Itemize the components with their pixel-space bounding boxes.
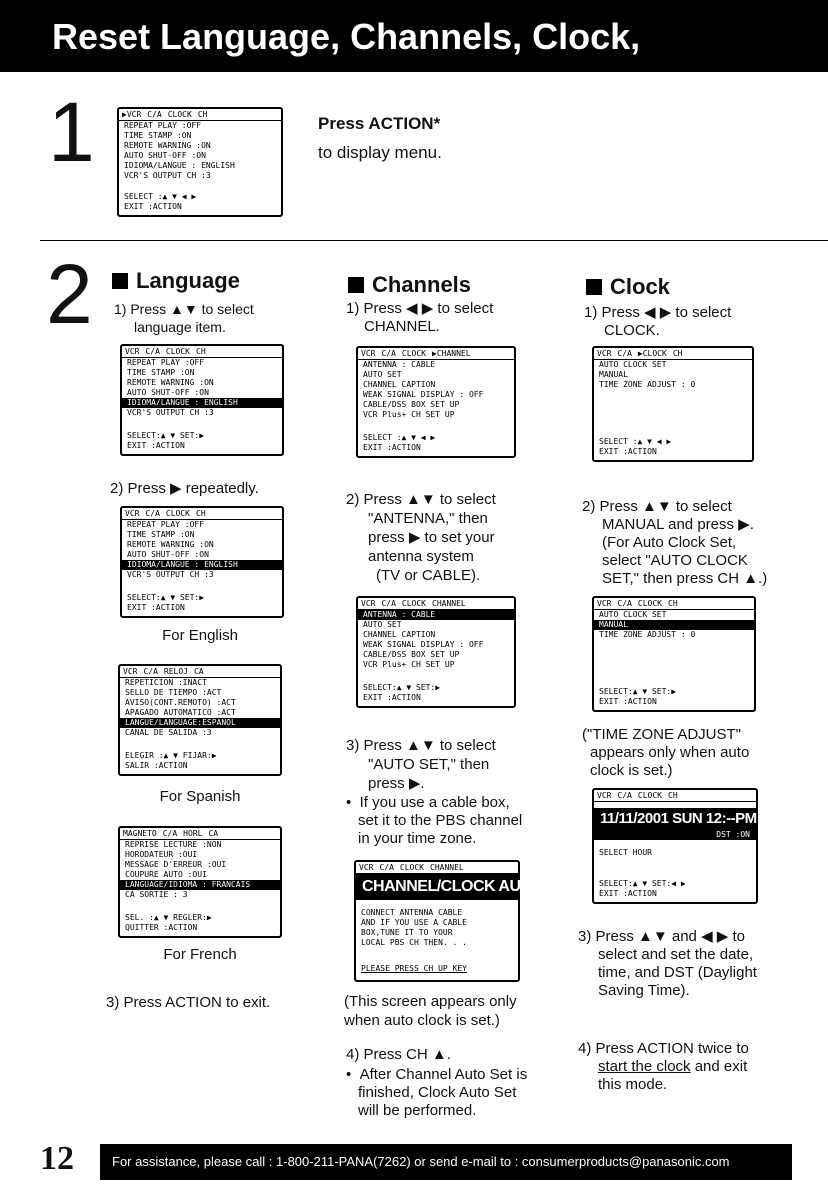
menu-row: TIME ZONE ADJUST : 0 [599, 630, 696, 639]
language-screen-french [118, 826, 282, 938]
menu-row: CANAL DE SALIDA :3 [125, 728, 212, 737]
screen-exit-hint: EXIT :ACTION [363, 693, 421, 702]
square-bullet-icon [112, 273, 128, 289]
menu-row: VCR Plus+ CH SET UP [363, 660, 455, 669]
screen-select-hint: SELECT:▲ ▼ SET:◀ ▶ [599, 879, 686, 888]
assistance-text: For assistance, please call : 1-800-211-PANA(7262) or send e-mail to : consumerproducts@panasonic.com [112, 1154, 730, 1169]
screen-tab: C/A [162, 829, 178, 838]
clock-step4-line: this mode. [598, 1076, 668, 1093]
clock-step2-line: SET," then press CH ▲.) [602, 570, 768, 587]
channels-screen-1 [356, 346, 516, 458]
note-line: ("TIME ZONE ADJUST" [582, 726, 741, 743]
screen-tab: CHANNEL [432, 599, 466, 608]
channels-step2-line: (TV or CABLE). [376, 567, 481, 584]
screen-tab: RELOJ [163, 667, 188, 676]
menu-row: TIME STAMP :ON [127, 530, 195, 539]
clock-screen-1 [592, 346, 754, 462]
screen-tab: VCR [597, 791, 612, 800]
screen-tab: ▶CLOCK [637, 349, 667, 358]
menu-row: TIME ZONE ADJUST : 0 [599, 380, 696, 389]
screen-tab: CA [194, 667, 204, 676]
menu-row: CHANNEL CAPTION [363, 630, 436, 639]
channels-step2-line: antenna system [368, 548, 474, 565]
channels-bullet-2 [346, 1066, 527, 1120]
menu-row: AND IF YOU USE A CABLE [361, 918, 467, 927]
screen-select-hint: ELEGIR :▲ ▼ FIJAR:▶ [125, 751, 217, 760]
channels-note [344, 992, 517, 1030]
menu-row: CHANNEL CAPTION [363, 380, 436, 389]
menu-row: REPETICION :INACT [125, 678, 207, 687]
menu-row: REMOTE WARNING :ON [127, 540, 214, 549]
channels-screen-antenna [356, 596, 516, 708]
channels-step2-block [346, 490, 496, 585]
menu-row: ANTENNA : CABLE [363, 360, 436, 369]
menu-row: REPEAT PLAY :OFF [127, 520, 205, 529]
screen-select-hint: SELECT:▲ ▼ SET:▶ [127, 593, 205, 602]
menu-row: WEAK SIGNAL DISPLAY : OFF [363, 640, 484, 649]
screen-tab: C/A [617, 791, 632, 800]
clock-step2-block [582, 498, 767, 588]
screen-tab: CH [196, 509, 206, 518]
channels-step3-line: press ▶. [368, 775, 425, 792]
language-step1: 1) Press ▲▼ to select [114, 301, 254, 317]
screen-tab: VCR [597, 599, 612, 608]
screen-exit-hint: SALIR :ACTION [125, 761, 188, 770]
screen-tab: C/A [381, 599, 396, 608]
menu-row: VCR'S OUTPUT CH :3 [127, 570, 214, 579]
channels-bullet-1 [346, 794, 522, 848]
menu-row: WEAK SIGNAL DISPLAY : OFF [363, 390, 484, 399]
menu-row: MANUAL [599, 370, 628, 379]
highlighted-menu-row: IDIOMA/LANGUE : ENGLISH [122, 398, 282, 408]
press-ch-up-hint: PLEASE PRESS CH UP KEY [361, 964, 467, 973]
screen-tab: C/A [147, 110, 162, 119]
screen-tab: C/A [379, 863, 394, 872]
menu-row: AUTO SHUT-OFF :ON [127, 550, 209, 559]
screen-select-hint: SELECT :▲ ▼ ◀ ▶ [599, 437, 672, 446]
screen-tab: C/A [143, 667, 158, 676]
page-header [0, 0, 828, 72]
bullet-text: finished, Clock Auto Set [358, 1084, 517, 1101]
channels-screen-autoset [354, 860, 575, 982]
clock-step4-line: 4) Press ACTION twice to [578, 1040, 749, 1057]
screen-tab: CH [196, 347, 206, 356]
screen-select-hint: SELECT:▲ ▼ SET:▶ [363, 683, 441, 692]
screen-tab: CLOCK [167, 110, 192, 119]
bullet-text: in your time zone. [358, 830, 477, 847]
bullet-text: If you use a cable box, [359, 794, 510, 811]
step-1-number: 1 [48, 85, 95, 179]
screen-tab: CH [668, 791, 678, 800]
screen-tab: CH [672, 349, 683, 358]
channels-step1: 1) Press ◀ ▶ to select [346, 300, 494, 317]
clock-step4-text: and exit [690, 1058, 748, 1075]
highlighted-menu-row: LANGUAGE/IDIOMA : FRANCAIS [120, 880, 280, 890]
clock-step3-block [578, 928, 757, 1000]
menu-row: TIME STAMP :ON [127, 368, 195, 377]
language-title: Language [136, 268, 240, 293]
screen-tab: HORL [183, 829, 203, 838]
screen-tab: C/A [381, 349, 396, 358]
screen-tab: CLOCK [165, 347, 190, 356]
screen-exit-hint: EXIT :ACTION [599, 447, 657, 456]
menu-row: SELLO DE TIEMPO :ACT [125, 688, 222, 697]
screen-exit-hint: EXIT :ACTION [127, 603, 185, 612]
screen-tab: VCR [125, 347, 140, 356]
menu-row: SELECT HOUR [599, 848, 652, 857]
screen-exit-hint: EXIT :ACTION [127, 441, 185, 450]
screen-tab: CLOCK [165, 509, 190, 518]
menu-row: CABLE/DSS BOX SET UP [363, 400, 460, 409]
menu-row: AUTO SET [363, 370, 402, 379]
language-step1b: language item. [134, 319, 226, 335]
screen-tab: CLOCK [637, 599, 662, 608]
page-number: 12 [40, 1140, 74, 1177]
channels-heading [348, 272, 471, 298]
highlighted-menu-row: LANGUE/LANGUAGE:ESPANOL [120, 718, 280, 728]
bullet-text: will be performed. [358, 1102, 477, 1119]
channels-step4: 4) Press CH ▲. [346, 1046, 451, 1063]
screen-tab: C/A [145, 509, 160, 518]
channels-step2-line: 2) Press ▲▼ to select [346, 491, 496, 508]
screen-select-hint: SELECT :▲ ▼ ◀ ▶ [124, 192, 197, 201]
screen-tab: ▶VCR [122, 110, 142, 119]
screen-select-hint: SELECT:▲ ▼ SET:▶ [127, 431, 205, 440]
channels-step1b: CHANNEL. [364, 318, 440, 335]
step1-instruction: to display menu. [318, 143, 442, 162]
square-bullet-icon [348, 277, 364, 293]
clock-step3-line: 3) Press ▲▼ and ◀ ▶ to [578, 928, 745, 945]
screen-tab: VCR [359, 863, 374, 872]
menu-row: AVISO(CONT.REMOTO) :ACT [125, 698, 236, 707]
screen-tab: CH [197, 110, 208, 119]
page-title: Reset Language, Channels, Clock, [52, 16, 641, 57]
screen-tab: C/A [617, 349, 632, 358]
screen-select-hint: SEL. :▲ ▼ REGLER:▶ [125, 913, 212, 922]
clock-step2-line: MANUAL and press ▶. [602, 516, 754, 533]
autoset-banner: CHANNEL/CLOCK AUTO SET [356, 874, 518, 900]
menu-row: TIME STAMP :ON [124, 131, 192, 140]
menu-row: APAGADO AUTOMATICO :ACT [125, 708, 236, 717]
highlighted-menu-row: MANUAL [594, 620, 754, 630]
language-heading [112, 268, 240, 294]
menu-row: VCR'S OUTPUT CH :3 [124, 171, 211, 180]
screen-tab: VCR [361, 349, 376, 358]
clock-screen-datetime [592, 788, 758, 904]
caption-spanish: For Spanish [159, 788, 241, 805]
screen-tab: CLOCK [399, 863, 424, 872]
screen-tab: CHANNEL [430, 863, 464, 872]
clock-heading [586, 274, 670, 300]
screen-tab: C/A [145, 347, 160, 356]
underlined-text: start the clock [598, 1058, 691, 1075]
menu-row: CA SORTIE : 3 [125, 890, 188, 899]
channels-step2-line: "ANTENNA," then [368, 510, 488, 527]
screen-tab: MAGNETO [123, 829, 157, 838]
screen-tab: VCR [361, 599, 376, 608]
menu-row: IDIOMA/LANGUE : ENGLISH [124, 161, 235, 170]
dst-display: DST :ON [594, 830, 756, 840]
menu-row: AUTO SHUT-OFF :ON [127, 388, 209, 397]
bullet-dot-icon: • [346, 794, 360, 811]
highlighted-menu-row: ANTENNA : CABLE [358, 610, 514, 620]
clock-step3-line: Saving Time). [598, 982, 690, 999]
note-line: clock is set.) [590, 762, 673, 779]
menu-row: REPRISE LECTURE :NON [125, 840, 222, 849]
clock-title: Clock [610, 274, 670, 299]
note-line: when auto clock is set.) [344, 1012, 500, 1029]
clock-step2-line: select "AUTO CLOCK [602, 552, 748, 569]
screen-tab: CLOCK [401, 349, 426, 358]
menu-row: CONNECT ANTENNA CABLE [361, 908, 463, 917]
menu-row: HORODATEUR :OUI [125, 850, 198, 859]
menu-row: MESSAGE D'ERREUR :OUI [125, 860, 227, 869]
section-divider [40, 240, 828, 241]
language-step3: 3) Press ACTION to exit. [106, 994, 271, 1011]
screen-tab: CLOCK [401, 599, 426, 608]
menu-row: REMOTE WARNING :ON [124, 141, 211, 150]
clock-step2-line: (For Auto Clock Set, [602, 534, 737, 551]
menu-row: REPEAT PLAY :OFF [127, 358, 205, 367]
menu-row: AUTO CLOCK SET [599, 610, 667, 619]
menu-row: VCR Plus+ CH SET UP [363, 410, 455, 419]
screen-exit-hint: EXIT :ACTION [599, 697, 657, 706]
assistance-footer [100, 1144, 792, 1180]
note-line: appears only when auto [590, 744, 750, 761]
clock-step1b: CLOCK. [604, 322, 660, 339]
step1-menu-screen [117, 107, 283, 217]
caption-french: For French [163, 946, 237, 963]
menu-row: VCR'S OUTPUT CH :3 [127, 408, 214, 417]
screen-exit-hint: EXIT :ACTION [363, 443, 421, 452]
screen-tab: C/A [617, 599, 632, 608]
highlighted-menu-row: IDIOMA/LANGUE : ENGLISH [122, 560, 282, 570]
menu-row: COUPURE AUTO :OUI [125, 870, 207, 879]
screen-tab: VCR [597, 349, 612, 358]
menu-row: AUTO SHUT-OFF :ON [124, 151, 206, 160]
screen-tab: CH [668, 599, 678, 608]
clock-step2-line: 2) Press ▲▼ to select [582, 498, 732, 515]
note-line: (This screen appears only [344, 993, 517, 1010]
menu-row: AUTO SET [363, 620, 402, 629]
clock-step3-line: select and set the date, [598, 946, 754, 963]
screen-tab: VCR [125, 509, 140, 518]
step-2-number: 2 [46, 247, 93, 341]
screen-select-hint: SELECT:▲ ▼ SET:▶ [599, 687, 677, 696]
language-screen-spanish [118, 664, 282, 776]
screen-exit-hint: EXIT :ACTION [124, 202, 182, 211]
menu-row: BOX,TUNE IT TO YOUR [361, 928, 453, 937]
menu-row: LOCAL PBS CH THEN. . . [361, 938, 467, 947]
language-screen-1 [120, 344, 284, 456]
language-screen-english [120, 506, 284, 618]
channels-step3-block [346, 736, 496, 793]
language-step2: 2) Press ▶ repeatedly. [110, 480, 259, 497]
caption-english: For English [162, 627, 238, 644]
clock-screen-manual [592, 596, 756, 712]
menu-row: AUTO CLOCK SET [599, 360, 667, 369]
clock-step3-line: time, and DST (Daylight [598, 964, 757, 981]
step1-instruction-bold: Press ACTION* [318, 114, 441, 133]
screen-exit-hint: EXIT :ACTION [599, 889, 657, 898]
clock-step1: 1) Press ◀ ▶ to select [584, 304, 732, 321]
bullet-text: set it to the PBS channel [358, 812, 523, 829]
bullet-dot-icon: • [346, 1066, 360, 1083]
menu-row: CABLE/DSS BOX SET UP [363, 650, 460, 659]
screen-select-hint: SELECT :▲ ▼ ◀ ▶ [363, 433, 436, 442]
screen-tab: ▶CHANNEL [432, 349, 471, 358]
clock-step4-block [578, 1040, 749, 1094]
bullet-text: After Channel Auto Set is [359, 1066, 528, 1083]
menu-row: REMOTE WARNING :ON [127, 378, 214, 387]
channels-step2-line: press ▶ to set your [368, 529, 495, 546]
channels-title: Channels [372, 272, 472, 297]
channels-step3-line: 3) Press ▲▼ to select [346, 737, 496, 754]
screen-tab: VCR [123, 667, 138, 676]
screen-tab: CLOCK [637, 791, 662, 800]
clock-note [582, 726, 749, 780]
menu-row: REPEAT PLAY :OFF [124, 121, 202, 130]
date-time-display: 11/11/2001 SUN 12:--PM [594, 808, 756, 830]
square-bullet-icon [586, 279, 602, 295]
channels-step3-line: "AUTO SET," then [368, 756, 490, 773]
screen-exit-hint: QUITTER :ACTION [125, 923, 198, 932]
screen-tab: CA [208, 829, 219, 838]
